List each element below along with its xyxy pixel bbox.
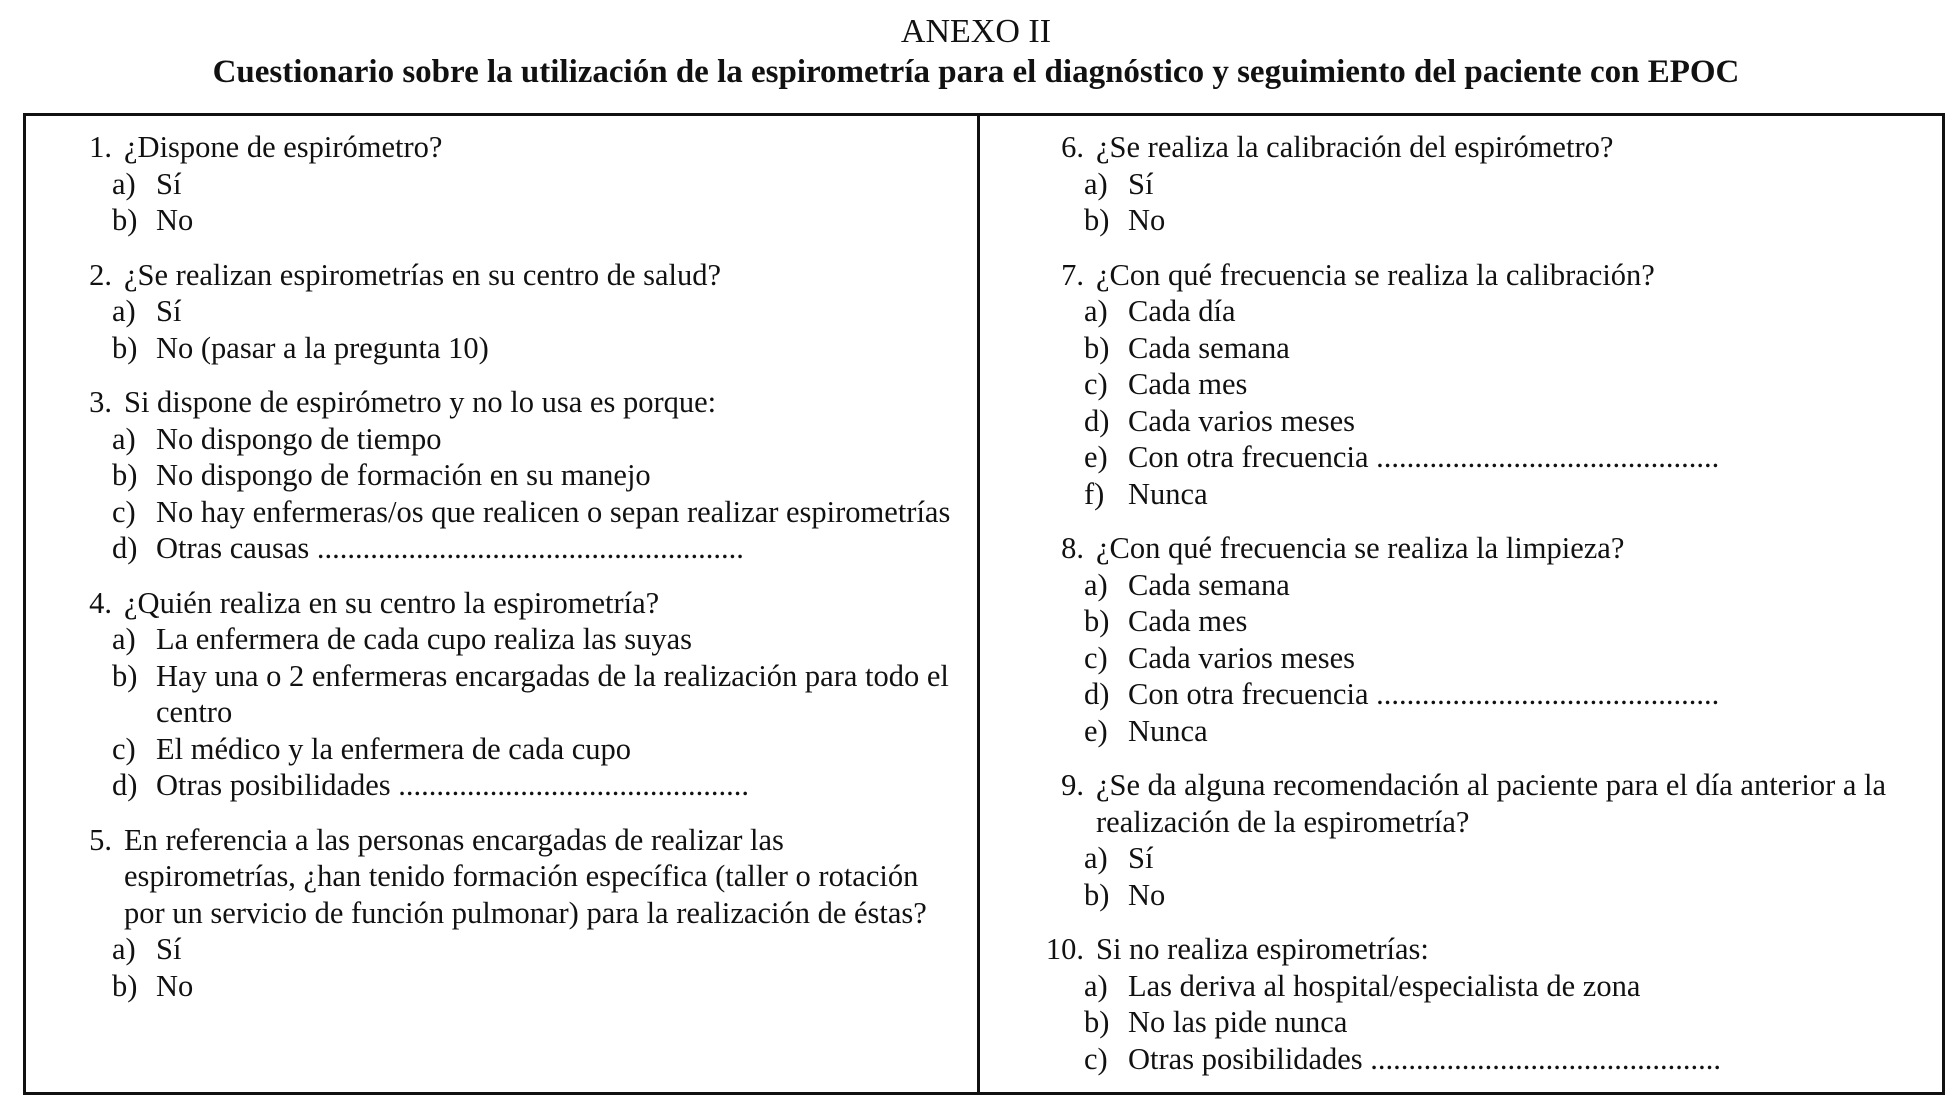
option-text: Con otra frecuencia ............................................. [1128,440,1720,474]
question-text: Si dispone de espirómetro y no lo usa es porque: [124,385,717,419]
option-text: No hay enfermeras/os que realicen o sepan realizar espirometrías [156,494,951,529]
answer-option [1030,330,1910,367]
questions-column-right [1030,129,1910,1095]
question-header [1030,931,1910,968]
answer-option [58,530,958,567]
option-text: No dispongo de tiempo [156,421,442,456]
question-item [1030,129,1910,239]
answer-option [58,731,958,768]
answer-option [1030,439,1910,476]
question-text: En referencia a las personas encargadas de realizar las espirometrías, ¿han tenido formación específica (taller o rotación por un servicio de función pulmonar) para la realización de éstas? [124,822,927,930]
option-letter: b) [1084,877,1110,912]
question-text: ¿Se da alguna recomendación al paciente para el día anterior a la realización de la espirometría? [1096,768,1887,839]
question-number: 7. [1061,257,1084,292]
answer-options [1030,166,1910,239]
option-text: No [156,203,194,237]
answer-option [1030,567,1910,604]
option-text: Nunca [1128,713,1208,748]
question-number: 2. [89,257,112,292]
option-letter: e) [1084,713,1108,748]
question-text: ¿Dispone de espirómetro? [124,130,443,164]
question-text: ¿Quién realiza en su centro la espirometría? [124,585,660,620]
option-letter: f) [1084,476,1105,511]
answer-options [58,621,958,804]
option-text: No [1128,877,1166,912]
option-letter: b) [1084,330,1110,365]
question-text: Si no realiza espirometrías: [1096,932,1429,966]
option-letter: a) [112,622,136,656]
answer-option [1030,403,1910,440]
option-text: Las deriva al hospital/especialista de zona [1128,968,1641,1003]
question-number: 4. [89,585,112,620]
answer-options [58,293,958,366]
question-header [1030,129,1910,166]
answer-option [1030,202,1910,239]
option-text: Sí [1128,841,1154,875]
option-letter: c) [112,731,136,766]
answer-option [58,457,958,494]
option-letter: b) [112,658,138,693]
option-text: Sí [156,294,182,328]
column-divider [977,113,980,1095]
annex-label: ANEXO II [900,13,1052,50]
answer-option [1030,968,1910,1005]
answer-option [58,968,958,1005]
option-letter: e) [1084,440,1108,474]
answer-option [1030,603,1910,640]
option-text: Cada semana [1128,567,1290,602]
option-letter: b) [112,203,138,237]
option-text: Nunca [1128,476,1208,511]
option-text: Cada semana [1128,330,1290,365]
question-number: 3. [89,385,112,419]
option-text: La enfermera de cada cupo realiza las suyas [156,622,692,656]
answer-options [58,421,958,567]
question-number: 9. [1061,768,1084,802]
answer-option [1030,166,1910,203]
option-text: Cada mes [1128,367,1248,401]
question-header [58,585,958,622]
question-text: ¿Con qué frecuencia se realiza la limpieza? [1096,531,1625,565]
question-text: ¿Con qué frecuencia se realiza la calibración? [1096,257,1655,292]
answer-option [1030,366,1910,403]
answer-options [1030,968,1910,1078]
option-text: No (pasar a la pregunta 10) [156,330,489,365]
option-text: Con otra frecuencia ............................................. [1128,677,1720,711]
option-text: Cada mes [1128,604,1248,638]
option-letter: c) [1084,640,1108,675]
option-text: Cada varios meses [1128,640,1355,675]
question-item [1030,530,1910,749]
option-letter: a) [112,421,136,456]
option-text: Sí [156,166,182,201]
question-header [1030,257,1910,294]
question-number: 1. [89,130,112,164]
answer-options [58,166,958,239]
answer-option [58,293,958,330]
option-letter: b) [1084,203,1110,237]
option-letter: a) [112,166,136,201]
option-text: Cada día [1128,294,1236,328]
question-item [1030,931,1910,1077]
option-text: No [156,968,194,1003]
question-item [58,129,958,239]
question-number: 6. [1061,130,1084,164]
answer-option [1030,640,1910,677]
answer-option [58,494,958,531]
question-header [58,257,958,294]
option-letter: a) [1084,294,1108,328]
option-letter: b) [1084,1005,1110,1039]
question-number: 10. [1045,932,1084,966]
option-letter: b) [1084,604,1110,638]
question-item [1030,767,1910,913]
option-letter: a) [1084,166,1108,201]
option-text: No dispongo de formación en su manejo [156,458,651,492]
option-text: Otras posibilidades .............................................. [1128,1041,1722,1076]
option-letter: b) [112,968,138,1003]
answer-option [1030,1004,1910,1041]
question-item [1030,257,1910,513]
option-letter: a) [1084,841,1108,875]
option-letter: d) [1084,677,1110,711]
question-item [58,384,958,567]
question-header [58,822,958,932]
document-title: Cuestionario sobre la utilización de la espirometría para el diagnóstico y seguimiento del paciente con EPOC [212,54,1740,90]
option-text: Otras posibilidades .............................................. [156,768,750,802]
answer-option [58,658,958,731]
option-letter: a) [112,932,136,966]
option-letter: d) [112,531,138,565]
answer-option [1030,293,1910,330]
option-text: No las pide nunca [1128,1005,1348,1039]
option-text: Cada varios meses [1128,403,1355,438]
option-text: Otras causas ........................................................ [156,531,744,565]
question-item [58,822,958,1005]
question-item [58,257,958,367]
question-number: 8. [1061,531,1084,565]
answer-option [58,330,958,367]
answer-option [58,202,958,239]
question-header [1030,767,1910,840]
option-letter: d) [1084,403,1110,438]
answer-option [1030,1041,1910,1078]
answer-options [1030,567,1910,750]
answer-option [58,767,958,804]
question-item [58,585,958,804]
option-text: No [1128,203,1166,237]
answer-option [1030,476,1910,513]
option-letter: c) [112,494,136,529]
questions-column-left [58,129,958,1022]
option-letter: b) [112,458,138,492]
answer-option [1030,877,1910,914]
answer-options [58,931,958,1004]
answer-option [58,931,958,968]
option-letter: c) [1084,367,1108,401]
answer-option [1030,840,1910,877]
option-text: Hay una o 2 enfermeras encargadas de la realización para todo el centro [156,658,949,729]
option-letter: b) [112,330,138,365]
question-header [1030,530,1910,567]
option-text: Sí [1128,166,1154,201]
question-header [58,384,958,421]
answer-option [1030,676,1910,713]
option-letter: a) [1084,968,1108,1003]
question-text: ¿Se realizan espirometrías en su centro de salud? [124,257,722,292]
question-text: ¿Se realiza la calibración del espirómetro? [1096,130,1614,164]
option-letter: a) [112,294,136,328]
option-letter: d) [112,768,138,802]
answer-options [1030,840,1910,913]
question-header [58,129,958,166]
option-letter: a) [1084,567,1108,602]
option-text: Sí [156,932,182,966]
option-letter: c) [1084,1041,1108,1076]
answer-option [58,166,958,203]
answer-option [1030,713,1910,750]
answer-options [1030,293,1910,512]
question-number: 5. [89,822,112,857]
answer-option [58,621,958,658]
answer-option [58,421,958,458]
option-text: El médico y la enfermera de cada cupo [156,731,632,766]
